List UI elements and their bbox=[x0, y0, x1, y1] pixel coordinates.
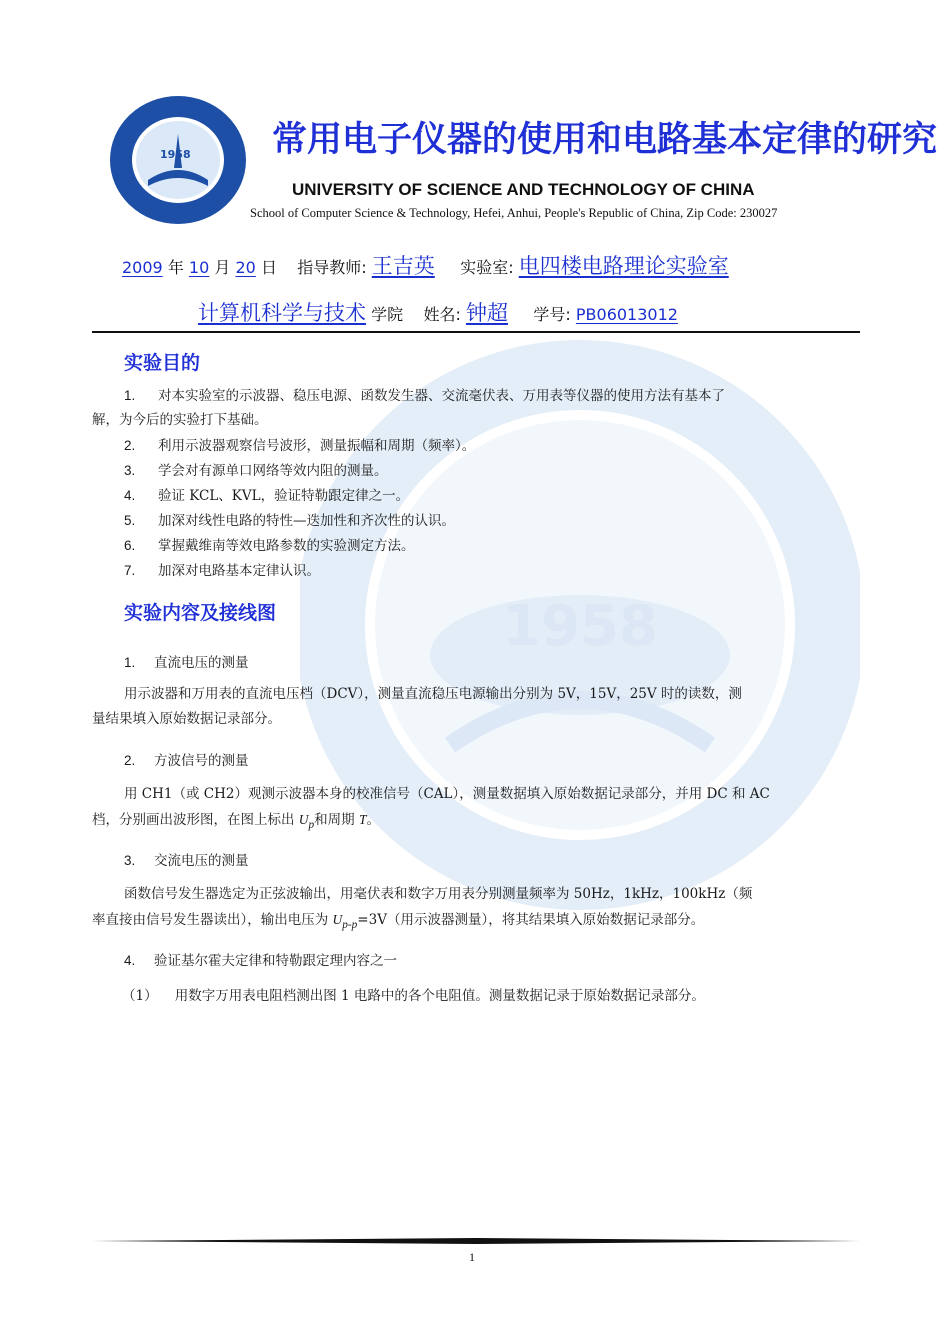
info-row-date bbox=[122, 250, 729, 280]
paragraph-continued: 量结果填入原始数据记录部分。 bbox=[92, 711, 281, 727]
id-label: 学号: bbox=[533, 305, 571, 324]
step-item bbox=[122, 984, 862, 1009]
lab-label: 实验室: bbox=[460, 258, 514, 277]
college-name: 计算机科学与技术 bbox=[198, 301, 366, 325]
item-number: 3. bbox=[124, 463, 136, 478]
subsection-title bbox=[124, 849, 249, 869]
paragraph-line: 函数信号发生器选定为正弦波输出，用毫伏表和数字万用表分别测量频率为 50Hz，1kHz，100kHz（频 bbox=[124, 886, 753, 902]
header-divider bbox=[92, 331, 860, 333]
subsection-title bbox=[124, 949, 397, 969]
paragraph-line: 率直接由信号发生器读出），输出电压为 bbox=[92, 912, 333, 928]
name-label: 姓名: bbox=[423, 305, 461, 324]
upp-symbol: U bbox=[332, 912, 343, 927]
paragraph-line: 用 CH1（或 CH2）观测示波器本身的校准信号（CAL），测量数据填入原始数据记录部分，并用 DC 和 AC bbox=[124, 786, 770, 802]
subsection-number: 4. bbox=[124, 953, 136, 968]
item-number: 7. bbox=[124, 563, 136, 578]
objective-item-continued: 解，为今后的实验打下基础。 bbox=[92, 412, 268, 428]
college-label: 学院 bbox=[371, 305, 404, 324]
up-subscript: p bbox=[308, 818, 315, 831]
year-label: 年 bbox=[167, 258, 184, 277]
paragraph-line: =3V（用示波器测量），将其结果填入原始数据记录部分。 bbox=[357, 912, 705, 928]
date-year: 2009 bbox=[122, 258, 163, 277]
date-day: 20 bbox=[235, 258, 256, 277]
date-month: 10 bbox=[188, 258, 210, 277]
step-number: （1） bbox=[122, 988, 158, 1004]
item-number: 5. bbox=[124, 513, 136, 528]
subsection-text: 交流电压的测量 bbox=[154, 853, 249, 869]
teacher-label: 指导教师: bbox=[297, 258, 367, 277]
item-text: 掌握戴维南等效电路参数的实验测定方法。 bbox=[158, 538, 415, 554]
subsection-text: 直流电压的测量 bbox=[154, 655, 249, 671]
item-text: 利用示波器观察信号波形，测量振幅和周期（频率）。 bbox=[158, 438, 476, 454]
paragraph bbox=[92, 682, 860, 707]
paragraph-continued bbox=[92, 807, 860, 838]
item-number: 6. bbox=[124, 538, 136, 553]
paragraph-line: 用示波器和万用表的直流电压档（DCV），测量直流稳压电源输出分别为 5V，15V，25V 时的读数，测 bbox=[124, 686, 742, 702]
item-text: 加深对电路基本定律认识。 bbox=[158, 563, 320, 579]
subsection-title bbox=[124, 749, 249, 769]
subsection-number: 3. bbox=[124, 853, 136, 868]
objective-item bbox=[124, 483, 409, 509]
objective-item bbox=[124, 508, 455, 534]
section-heading-objectives: 实验目的 bbox=[124, 352, 201, 374]
footer-divider bbox=[92, 1235, 860, 1247]
paragraph-line: 。 bbox=[366, 812, 380, 828]
item-number: 1. bbox=[124, 388, 136, 403]
objective-item bbox=[124, 533, 415, 559]
day-label: 日 bbox=[260, 258, 277, 277]
student-name: 钟超 bbox=[465, 301, 508, 325]
subsection-number: 2. bbox=[124, 753, 136, 768]
up-symbol: U bbox=[298, 812, 309, 827]
item-text: 对本实验室的示波器、稳压电源、函数发生器、交流毫伏表、万用表等仪器的使用方法有基本了 bbox=[158, 388, 725, 404]
school-address: School of Computer Science & Technology, Hefei, Anhui, People's Republic of China, Zip Code: 230027 bbox=[250, 206, 778, 220]
item-number: 4. bbox=[124, 488, 136, 503]
t-symbol: T bbox=[358, 812, 367, 827]
step-text: 用数字万用表电阻档测出图 1 电路中的各个电阻值。测量数据记录于原始数据记录部分。 bbox=[174, 988, 705, 1004]
subsection-text: 方波信号的测量 bbox=[154, 753, 249, 769]
item-text: 加深对线性电路的特性—迭加性和齐次性的认识。 bbox=[158, 513, 455, 529]
objective-item bbox=[124, 558, 320, 584]
university-name: UNIVERSITY OF SCIENCE AND TECHNOLOGY OF CHINA bbox=[292, 180, 755, 199]
item-text: 学会对有源单口网络等效内阻的测量。 bbox=[158, 463, 388, 479]
month-label: 月 bbox=[214, 258, 231, 277]
lab-name: 电四楼电路理论实验室 bbox=[518, 254, 729, 278]
section-heading-contents: 实验内容及接线图 bbox=[124, 602, 277, 624]
page-number: 1 bbox=[469, 1250, 475, 1264]
document-title: 常用电子仪器的使用和电路基本定律的研究 bbox=[272, 120, 938, 160]
subsection-text: 验证基尔霍夫定律和特勒跟定理内容之一 bbox=[154, 953, 397, 969]
objective-item bbox=[124, 383, 725, 409]
paragraph bbox=[92, 782, 860, 807]
objective-item bbox=[124, 458, 388, 484]
teacher-name: 王吉英 bbox=[371, 254, 435, 278]
subsection-number: 1. bbox=[124, 655, 136, 670]
paragraph-continued bbox=[92, 907, 860, 938]
logo-year: 1958 bbox=[160, 148, 191, 161]
objective-item bbox=[124, 433, 475, 459]
paragraph bbox=[92, 882, 860, 907]
subsection-title bbox=[124, 651, 249, 671]
university-logo bbox=[108, 94, 248, 226]
student-id: PB06013012 bbox=[575, 305, 678, 324]
item-number: 2. bbox=[124, 438, 136, 453]
item-text: 验证 KCL、KVL，验证特勒跟定律之一。 bbox=[158, 488, 410, 504]
paragraph-line: 和周期 bbox=[314, 812, 359, 828]
paragraph-line: 档，分别画出波形图，在图上标出 bbox=[92, 812, 299, 828]
info-row-student bbox=[198, 297, 678, 327]
upp-subscript: p-p bbox=[342, 918, 358, 931]
watermark-year: 1958 bbox=[502, 594, 658, 659]
